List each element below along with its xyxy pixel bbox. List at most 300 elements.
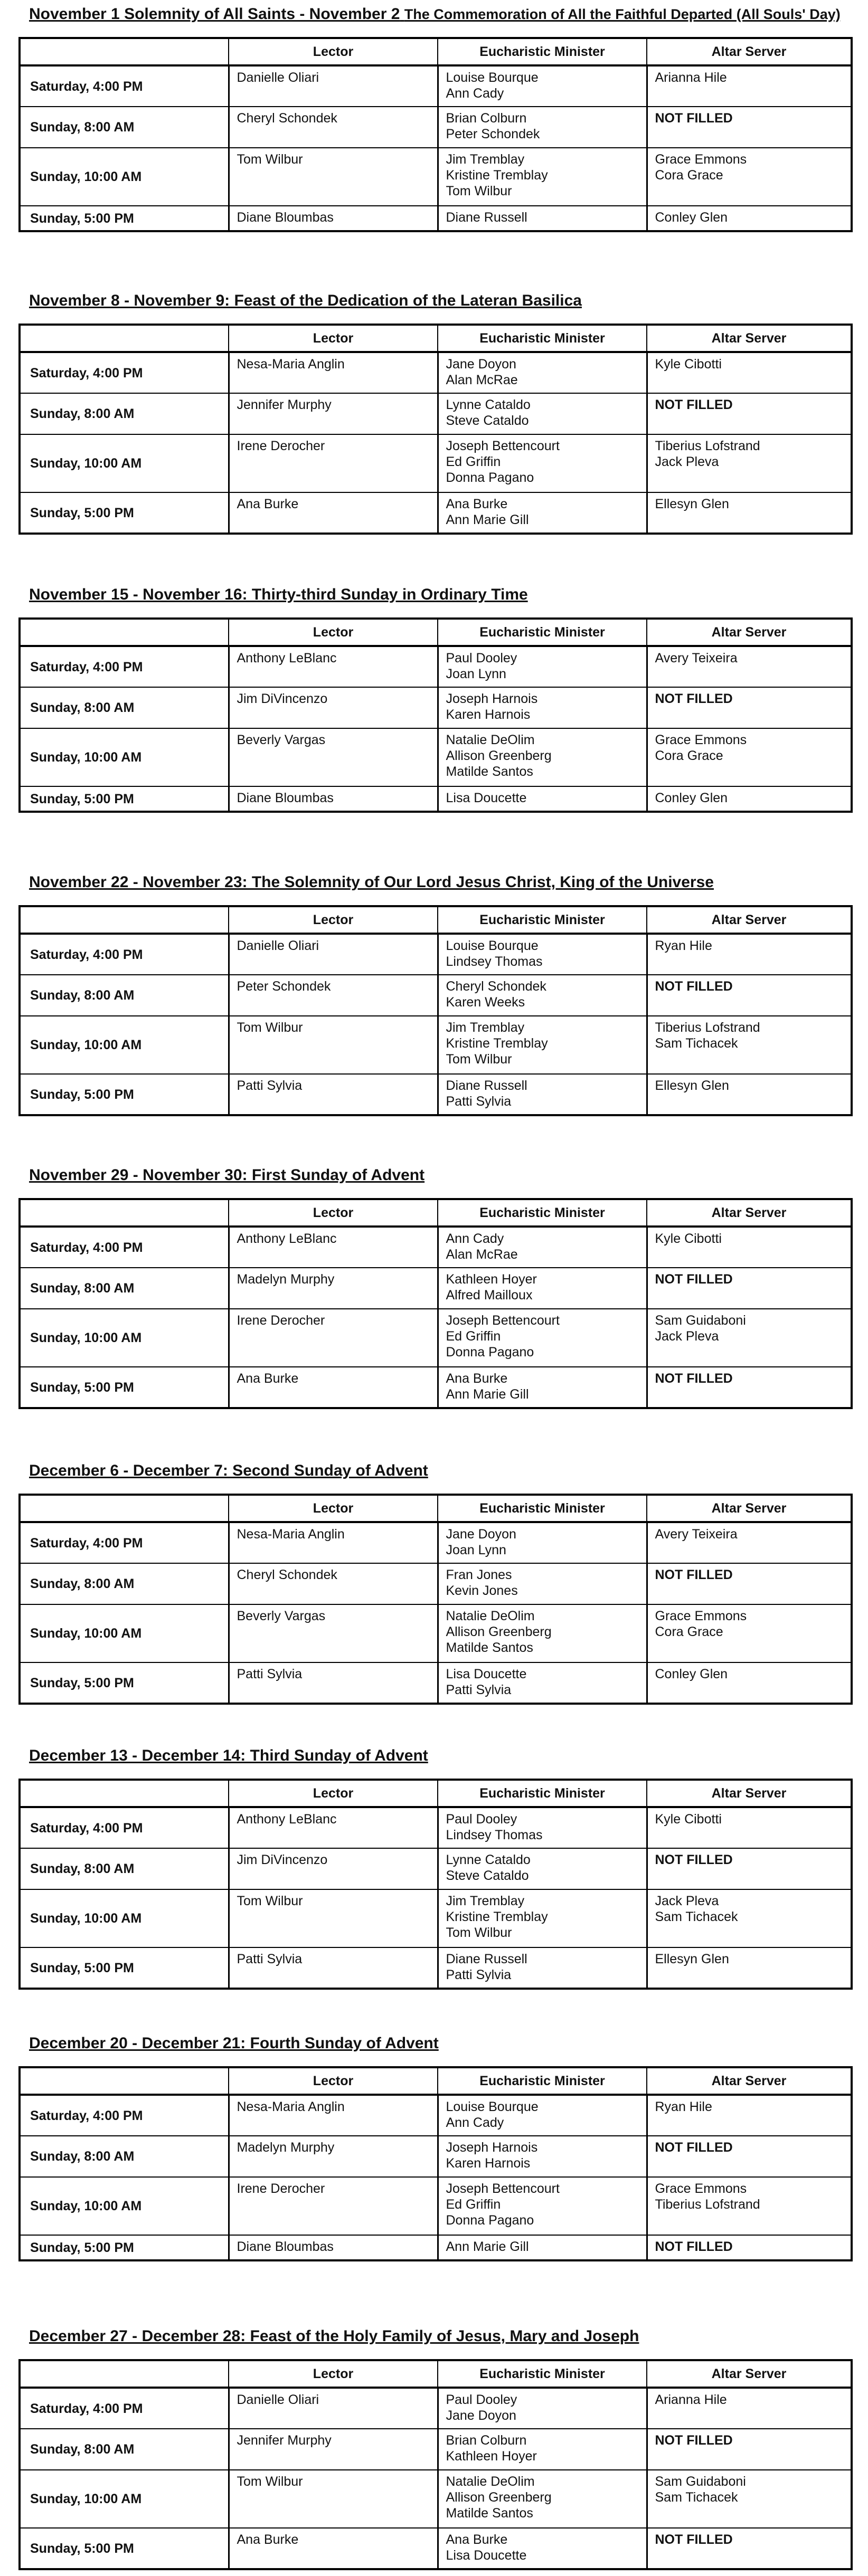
minister-name: Peter Schondek <box>446 127 540 141</box>
lector-name: Irene Derocher <box>237 439 325 453</box>
altar-server-cell <box>647 2136 852 2177</box>
minister-name: Ed Griffin <box>446 2197 501 2212</box>
column-header: Eucharistic Minister <box>438 2067 647 2095</box>
mass-time: Saturday, 4:00 PM <box>20 1807 229 1848</box>
lector-name: Nesa-Maria Anglin <box>237 2099 345 2114</box>
server-name: Ellesyn Glen <box>655 1952 729 1966</box>
lector-cell <box>229 65 438 107</box>
eucharistic-minister-cell <box>438 393 647 434</box>
lector-name: Beverly Vargas <box>237 1609 326 1623</box>
altar-server-cell <box>647 352 852 393</box>
table-row <box>20 2177 852 2235</box>
eucharistic-minister-cell <box>438 786 647 812</box>
minister-name: Lindsey Thomas <box>446 954 543 969</box>
minister-name: Patti Sylvia <box>446 1967 512 1982</box>
minister-name: Joseph Bettencourt <box>446 439 560 453</box>
altar-server-cell <box>647 1807 852 1848</box>
not-filled-label: NOT FILLED <box>655 979 733 994</box>
minister-name: Donna Pagano <box>446 1345 534 1360</box>
server-name: Conley Glen <box>655 1667 728 1681</box>
table-header-row <box>20 1780 852 1807</box>
table-row <box>20 728 852 786</box>
column-header: Lector <box>229 325 438 352</box>
table-header-row <box>20 619 852 646</box>
server-name: Tiberius Lofstrand <box>655 2197 760 2212</box>
mass-time: Sunday, 5:00 PM <box>20 1074 229 1115</box>
lector-cell <box>229 1889 438 1947</box>
minister-name: Patti Sylvia <box>446 1683 512 1697</box>
lector-name: Diane Bloumbas <box>237 210 334 225</box>
table-row <box>20 393 852 434</box>
table-row <box>20 107 852 148</box>
schedule-table <box>18 324 853 535</box>
lector-cell <box>229 393 438 434</box>
server-name: Ryan Hile <box>655 938 712 953</box>
table-header-row <box>20 2067 852 2095</box>
header-blank-cell <box>20 325 229 352</box>
header-blank-cell <box>20 1199 229 1227</box>
header-blank-cell <box>20 2360 229 2388</box>
column-header: Eucharistic Minister <box>438 1495 647 1522</box>
mass-time: Sunday, 5:00 PM <box>20 1662 229 1704</box>
minister-name: Jim Tremblay <box>446 1020 525 1035</box>
altar-server-cell <box>647 934 852 975</box>
mass-time: Saturday, 4:00 PM <box>20 646 229 687</box>
minister-name: Tom Wilbur <box>446 1925 512 1940</box>
lector-name: Danielle Oliari <box>237 70 319 85</box>
column-header: Lector <box>229 2067 438 2095</box>
lector-name: Patti Sylvia <box>237 1952 303 1966</box>
server-name: Sam Guidaboni <box>655 2474 746 2489</box>
minister-name: Donna Pagano <box>446 470 534 485</box>
mass-time: Sunday, 10:00 AM <box>20 1604 229 1662</box>
lector-cell <box>229 2388 438 2429</box>
minister-name: Kevin Jones <box>446 1583 518 1598</box>
lector-cell <box>229 646 438 687</box>
minister-name: Louise Bourque <box>446 938 539 953</box>
column-header: Eucharistic Minister <box>438 325 647 352</box>
server-name: Arianna Hile <box>655 2392 727 2407</box>
minister-name: Brian Colburn <box>446 2433 527 2448</box>
server-name: Jack Pleva <box>655 1329 719 1344</box>
not-filled-label: NOT FILLED <box>655 1272 733 1287</box>
mass-time: Sunday, 8:00 AM <box>20 1563 229 1604</box>
column-header: Altar Server <box>647 2067 852 2095</box>
eucharistic-minister-cell <box>438 1016 647 1074</box>
altar-server-cell <box>647 1074 852 1115</box>
not-filled-label: NOT FILLED <box>655 2433 733 2448</box>
lector-name: Diane Bloumbas <box>237 2239 334 2254</box>
table-row <box>20 434 852 492</box>
mass-time: Saturday, 4:00 PM <box>20 2388 229 2429</box>
column-header: Altar Server <box>647 2360 852 2388</box>
lector-cell <box>229 2235 438 2260</box>
altar-server-cell <box>647 1227 852 1268</box>
section-title-text: December 27 - December 28: Feast of the Holy Family of Jesus, Mary and Joseph <box>29 2327 639 2345</box>
altar-server-cell <box>647 2528 852 2569</box>
eucharistic-minister-cell <box>438 352 647 393</box>
eucharistic-minister-cell <box>438 934 647 975</box>
mass-time: Sunday, 5:00 PM <box>20 2235 229 2260</box>
not-filled-label: NOT FILLED <box>655 2239 733 2254</box>
mass-time: Saturday, 4:00 PM <box>20 2095 229 2136</box>
column-header: Lector <box>229 906 438 934</box>
lector-cell <box>229 434 438 492</box>
server-name: Jack Pleva <box>655 1894 719 1908</box>
section-title-text: November 15 - November 16: Thirty-third Sunday in Ordinary Time <box>29 586 528 603</box>
mass-time: Sunday, 10:00 AM <box>20 728 229 786</box>
server-name: Avery Teixeira <box>655 1527 738 1542</box>
table-row <box>20 1268 852 1309</box>
lector-name: Cheryl Schondek <box>237 111 337 126</box>
eucharistic-minister-cell <box>438 1074 647 1115</box>
server-name: Cora Grace <box>655 748 723 763</box>
header-blank-cell <box>20 38 229 65</box>
table-row <box>20 1563 852 1604</box>
table-row <box>20 2470 852 2528</box>
minister-name: Ann Cady <box>446 86 504 101</box>
lector-name: Tom Wilbur <box>237 2474 303 2489</box>
lector-name: Ana Burke <box>237 2532 299 2547</box>
not-filled-label: NOT FILLED <box>655 111 733 126</box>
table-row <box>20 975 852 1016</box>
mass-time: Sunday, 10:00 AM <box>20 1309 229 1367</box>
server-name: Sam Tichacek <box>655 1909 738 1924</box>
table-row <box>20 1016 852 1074</box>
minister-name: Ana Burke <box>446 2532 508 2547</box>
table-row <box>20 1807 852 1848</box>
server-name: Kyle Cibotti <box>655 1812 722 1827</box>
eucharistic-minister-cell <box>438 1309 647 1367</box>
table-row <box>20 1662 852 1704</box>
mass-time: Sunday, 8:00 AM <box>20 2136 229 2177</box>
lector-name: Anthony LeBlanc <box>237 1812 337 1827</box>
lector-name: Jennifer Murphy <box>237 2433 332 2448</box>
eucharistic-minister-cell <box>438 2136 647 2177</box>
header-blank-cell <box>20 1780 229 1807</box>
minister-name: Lisa Doucette <box>446 1667 527 1681</box>
altar-server-cell <box>647 434 852 492</box>
eucharistic-minister-cell <box>438 1268 647 1309</box>
server-name: Kyle Cibotti <box>655 357 722 372</box>
not-filled-label: NOT FILLED <box>655 397 733 412</box>
altar-server-cell <box>647 1016 852 1074</box>
lector-name: Jennifer Murphy <box>237 397 332 412</box>
mass-time: Saturday, 4:00 PM <box>20 352 229 393</box>
column-header: Altar Server <box>647 325 852 352</box>
minister-name: Ed Griffin <box>446 1329 501 1344</box>
schedule-table <box>18 1779 853 1990</box>
altar-server-cell <box>647 1947 852 1989</box>
server-name: Avery Teixeira <box>655 651 738 666</box>
altar-server-cell <box>647 148 852 206</box>
section-title <box>29 5 841 23</box>
lector-name: Tom Wilbur <box>237 1020 303 1035</box>
lector-cell <box>229 728 438 786</box>
lector-cell <box>229 934 438 975</box>
mass-time: Sunday, 10:00 AM <box>20 148 229 206</box>
minister-name: Karen Harnois <box>446 707 531 722</box>
altar-server-cell <box>647 393 852 434</box>
column-header: Lector <box>229 2360 438 2388</box>
lector-name: Tom Wilbur <box>237 1894 303 1908</box>
lector-cell <box>229 1074 438 1115</box>
section-title <box>29 873 714 891</box>
mass-time: Sunday, 8:00 AM <box>20 975 229 1016</box>
mass-time: Saturday, 4:00 PM <box>20 1227 229 1268</box>
lector-name: Tom Wilbur <box>237 152 303 167</box>
mass-time: Sunday, 5:00 PM <box>20 786 229 812</box>
server-name: Conley Glen <box>655 210 728 225</box>
column-header: Eucharistic Minister <box>438 38 647 65</box>
lector-name: Peter Schondek <box>237 979 331 994</box>
lector-cell <box>229 1367 438 1408</box>
minister-name: Joan Lynn <box>446 667 506 681</box>
lector-cell <box>229 107 438 148</box>
altar-server-cell <box>647 1662 852 1704</box>
altar-server-cell <box>647 2388 852 2429</box>
minister-name: Kathleen Hoyer <box>446 2449 537 2464</box>
minister-name: Ann Marie Gill <box>446 512 529 527</box>
altar-server-cell <box>647 1604 852 1662</box>
minister-name: Matilde Santos <box>446 1640 533 1655</box>
altar-server-cell <box>647 2177 852 2235</box>
lector-cell <box>229 1604 438 1662</box>
mass-time: Sunday, 10:00 AM <box>20 2470 229 2528</box>
altar-server-cell <box>647 1268 852 1309</box>
altar-server-cell <box>647 687 852 728</box>
column-header: Altar Server <box>647 1780 852 1807</box>
table-row <box>20 2095 852 2136</box>
lector-cell <box>229 148 438 206</box>
section-title <box>29 292 582 310</box>
server-name: Ellesyn Glen <box>655 1078 729 1093</box>
header-blank-cell <box>20 619 229 646</box>
column-header: Lector <box>229 1780 438 1807</box>
lector-name: Anthony LeBlanc <box>237 651 337 666</box>
eucharistic-minister-cell <box>438 1604 647 1662</box>
altar-server-cell <box>647 646 852 687</box>
eucharistic-minister-cell <box>438 434 647 492</box>
section-title-text: December 20 - December 21: Fourth Sunday of Advent <box>29 2035 439 2052</box>
lector-cell <box>229 1268 438 1309</box>
table-header-row <box>20 2360 852 2388</box>
mass-time: Sunday, 8:00 AM <box>20 1848 229 1889</box>
section-title <box>29 1166 424 1184</box>
eucharistic-minister-cell <box>438 1563 647 1604</box>
minister-name: Joseph Harnois <box>446 2140 538 2155</box>
lector-name: Danielle Oliari <box>237 2392 319 2407</box>
not-filled-label: NOT FILLED <box>655 2532 733 2547</box>
server-name: Grace Emmons <box>655 152 747 167</box>
eucharistic-minister-cell <box>438 65 647 107</box>
altar-server-cell <box>647 786 852 812</box>
minister-name: Alfred Mailloux <box>446 1288 533 1303</box>
eucharistic-minister-cell <box>438 2470 647 2528</box>
mass-time: Sunday, 5:00 PM <box>20 1947 229 1989</box>
mass-time: Saturday, 4:00 PM <box>20 65 229 107</box>
column-header: Altar Server <box>647 906 852 934</box>
minister-name: Alan McRae <box>446 373 518 387</box>
minister-name: Matilde Santos <box>446 2506 533 2521</box>
mass-time: Saturday, 4:00 PM <box>20 934 229 975</box>
minister-name: Joan Lynn <box>446 1543 506 1557</box>
minister-name: Cheryl Schondek <box>446 979 546 994</box>
minister-name: Louise Bourque <box>446 2099 539 2114</box>
eucharistic-minister-cell <box>438 492 647 534</box>
mass-time: Sunday, 10:00 AM <box>20 2177 229 2235</box>
column-header: Lector <box>229 38 438 65</box>
minister-name: Diane Russell <box>446 1952 527 1966</box>
section-subtitle: The Commemoration of All the Faithful Departed (All Souls' Day) <box>404 6 841 22</box>
eucharistic-minister-cell <box>438 2177 647 2235</box>
lector-name: Jim DiVincenzo <box>237 1852 328 1867</box>
table-header-row <box>20 38 852 65</box>
table-row <box>20 646 852 687</box>
mass-time: Sunday, 8:00 AM <box>20 2429 229 2470</box>
minister-name: Allison Greenberg <box>446 1624 552 1639</box>
mass-time: Sunday, 5:00 PM <box>20 206 229 231</box>
lector-name: Nesa-Maria Anglin <box>237 357 345 372</box>
lector-name: Irene Derocher <box>237 2181 325 2196</box>
mass-time: Saturday, 4:00 PM <box>20 1522 229 1563</box>
minister-name: Louise Bourque <box>446 70 539 85</box>
server-name: Grace Emmons <box>655 733 747 747</box>
minister-name: Steve Cataldo <box>446 413 529 428</box>
minister-name: Diane Russell <box>446 210 527 225</box>
minister-name: Joseph Harnois <box>446 691 538 706</box>
table-row <box>20 148 852 206</box>
minister-name: Kristine Tremblay <box>446 1909 548 1924</box>
minister-name: Natalie DeOlim <box>446 2474 535 2489</box>
minister-name: Matilde Santos <box>446 764 533 779</box>
table-row <box>20 786 852 812</box>
table-row <box>20 2528 852 2569</box>
minister-name: Ann Marie Gill <box>446 1387 529 1402</box>
minister-name: Lynne Cataldo <box>446 397 531 412</box>
minister-name: Kristine Tremblay <box>446 1036 548 1051</box>
mass-time: Sunday, 5:00 PM <box>20 2528 229 2569</box>
mass-time: Sunday, 10:00 AM <box>20 1016 229 1074</box>
column-header: Lector <box>229 619 438 646</box>
not-filled-label: NOT FILLED <box>655 1567 733 1582</box>
lector-cell <box>229 492 438 534</box>
eucharistic-minister-cell <box>438 1889 647 1947</box>
schedule-table <box>18 37 853 232</box>
minister-name: Alan McRae <box>446 1247 518 1262</box>
altar-server-cell <box>647 2095 852 2136</box>
column-header: Altar Server <box>647 38 852 65</box>
eucharistic-minister-cell <box>438 1522 647 1563</box>
lector-name: Diane Bloumbas <box>237 791 334 805</box>
minister-name: Paul Dooley <box>446 1812 517 1827</box>
server-name: Jack Pleva <box>655 454 719 469</box>
mass-time: Sunday, 5:00 PM <box>20 492 229 534</box>
server-name: Ryan Hile <box>655 2099 712 2114</box>
minister-name: Kristine Tremblay <box>446 168 548 183</box>
minister-name: Paul Dooley <box>446 2392 517 2407</box>
table-row <box>20 934 852 975</box>
not-filled-label: NOT FILLED <box>655 691 733 706</box>
altar-server-cell <box>647 728 852 786</box>
table-row <box>20 687 852 728</box>
header-blank-cell <box>20 906 229 934</box>
minister-name: Jim Tremblay <box>446 1894 525 1908</box>
minister-name: Allison Greenberg <box>446 748 552 763</box>
schedule-table <box>18 617 853 813</box>
eucharistic-minister-cell <box>438 1227 647 1268</box>
altar-server-cell <box>647 2470 852 2528</box>
lector-cell <box>229 1947 438 1989</box>
minister-name: Ed Griffin <box>446 454 501 469</box>
altar-server-cell <box>647 2429 852 2470</box>
schedule-table <box>18 2359 853 2570</box>
altar-server-cell <box>647 206 852 231</box>
lector-cell <box>229 1016 438 1074</box>
minister-name: Steve Cataldo <box>446 1868 529 1883</box>
mass-time: Sunday, 8:00 AM <box>20 687 229 728</box>
section-title <box>29 2035 439 2052</box>
minister-name: Joseph Bettencourt <box>446 1313 560 1328</box>
minister-name: Brian Colburn <box>446 111 527 126</box>
column-header: Altar Server <box>647 1199 852 1227</box>
minister-name: Diane Russell <box>446 1078 527 1093</box>
column-header: Eucharistic Minister <box>438 1199 647 1227</box>
table-row <box>20 1367 852 1408</box>
minister-name: Karen Weeks <box>446 995 525 1010</box>
table-header-row <box>20 1199 852 1227</box>
table-row <box>20 2388 852 2429</box>
server-name: Tiberius Lofstrand <box>655 439 760 453</box>
eucharistic-minister-cell <box>438 2235 647 2260</box>
lector-name: Patti Sylvia <box>237 1078 303 1093</box>
lector-cell <box>229 2095 438 2136</box>
altar-server-cell <box>647 65 852 107</box>
table-row <box>20 1947 852 1989</box>
header-blank-cell <box>20 2067 229 2095</box>
mass-time: Sunday, 8:00 AM <box>20 107 229 148</box>
minister-name: Natalie DeOlim <box>446 1609 535 1623</box>
lector-cell <box>229 975 438 1016</box>
minister-name: Lindsey Thomas <box>446 1828 543 1842</box>
lector-cell <box>229 1522 438 1563</box>
lector-cell <box>229 352 438 393</box>
column-header: Eucharistic Minister <box>438 619 647 646</box>
altar-server-cell <box>647 492 852 534</box>
minister-name: Kathleen Hoyer <box>446 1272 537 1287</box>
minister-name: Tom Wilbur <box>446 1052 512 1067</box>
minister-name: Donna Pagano <box>446 2213 534 2228</box>
eucharistic-minister-cell <box>438 687 647 728</box>
lector-cell <box>229 1662 438 1704</box>
minister-name: Fran Jones <box>446 1567 512 1582</box>
section-title-text: December 6 - December 7: Second Sunday of Advent <box>29 1462 428 1479</box>
lector-name: Ana Burke <box>237 497 299 511</box>
server-name: Sam Tichacek <box>655 2490 738 2505</box>
table-header-row <box>20 1495 852 1522</box>
minister-name: Karen Harnois <box>446 2156 531 2171</box>
table-row <box>20 1074 852 1115</box>
header-blank-cell <box>20 1495 229 1522</box>
minister-name: Ana Burke <box>446 497 508 511</box>
table-row <box>20 492 852 534</box>
lector-cell <box>229 1563 438 1604</box>
eucharistic-minister-cell <box>438 2388 647 2429</box>
lector-name: Cheryl Schondek <box>237 1567 337 1582</box>
lector-cell <box>229 1309 438 1367</box>
table-header-row <box>20 325 852 352</box>
minister-name: Natalie DeOlim <box>446 733 535 747</box>
